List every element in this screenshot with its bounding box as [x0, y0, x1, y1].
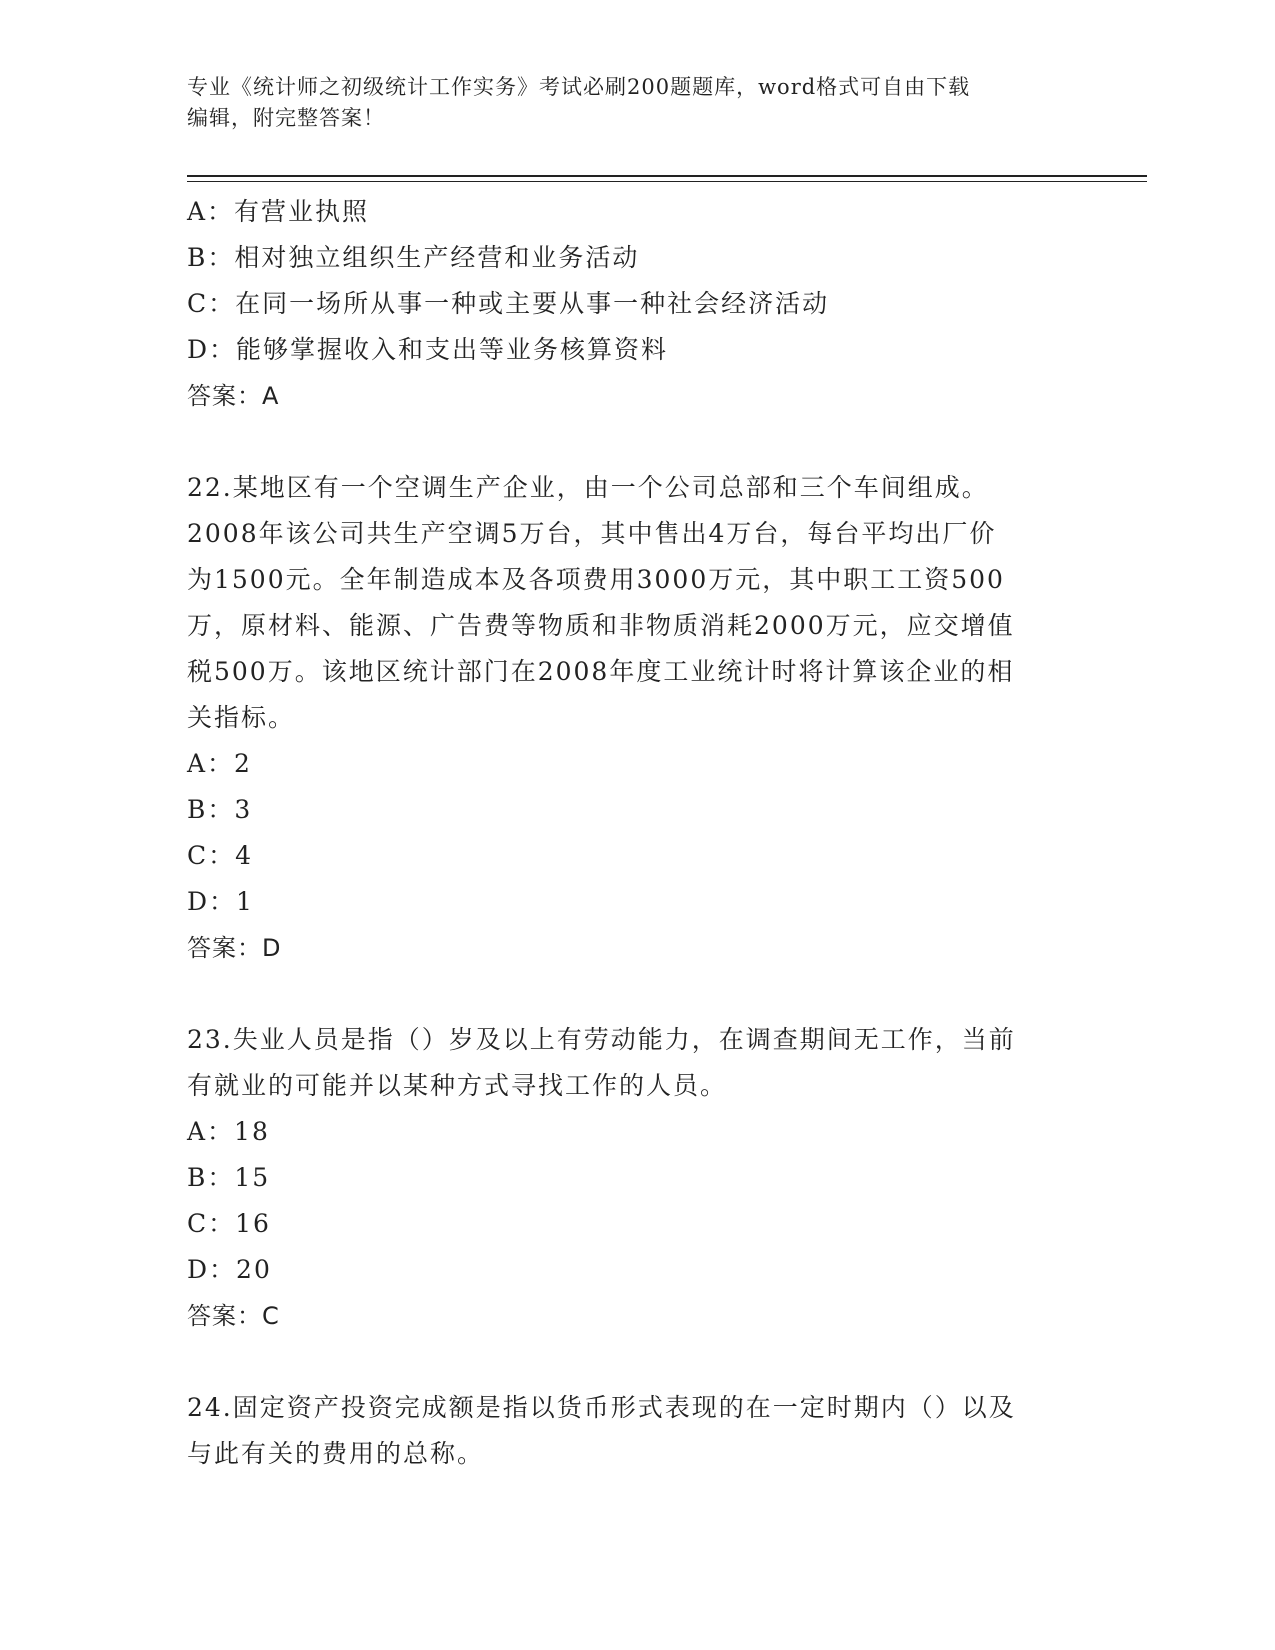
q23-option-c: C：16 — [187, 1209, 271, 1238]
question-spacer — [187, 1339, 1067, 1385]
q21-option-d: D：能够掌握收入和支出等业务核算资料 — [187, 335, 669, 364]
q22-answer: 答案：D — [187, 934, 282, 962]
q21-option-a: A：有营业执照 — [187, 197, 370, 226]
q22-text-line: 22.某地区有一个空调生产企业，由一个公司总部和三个车间组成。 — [187, 473, 989, 502]
q21-option-b: B：相对独立组织生产经营和业务活动 — [187, 243, 640, 272]
question-21 — [187, 189, 1067, 419]
question-content — [187, 189, 1067, 1477]
q24-text-line: 24.固定资产投资完成额是指以货币形式表现的在一定时期内（）以及 — [187, 1393, 1016, 1422]
q22-text-line: 为1500元。全年制造成本及各项费用3000万元，其中职工工资500 — [187, 565, 1005, 594]
q22-option-d: D：1 — [187, 887, 254, 916]
q22-text-line: 关指标。 — [187, 703, 296, 732]
question-24 — [187, 1385, 1067, 1477]
header-divider-thick — [187, 175, 1147, 177]
q21-option-c: C：在同一场所从事一种或主要从事一种社会经济活动 — [187, 289, 830, 318]
q21-answer: 答案：A — [187, 382, 280, 410]
q24-text-line: 与此有关的费用的总称。 — [187, 1439, 485, 1468]
q22-text-line: 税500万。该地区统计部门在2008年度工业统计时将计算该企业的相 — [187, 657, 1015, 686]
q23-text-line: 23.失业人员是指（）岁及以上有劳动能力，在调查期间无工作，当前 — [187, 1025, 1016, 1054]
q23-option-b: B：15 — [187, 1163, 271, 1192]
q23-text-line: 有就业的可能并以某种方式寻找工作的人员。 — [187, 1071, 728, 1100]
question-22 — [187, 465, 1067, 971]
question-spacer — [187, 971, 1067, 1017]
question-23 — [187, 1017, 1067, 1339]
q23-option-a: A：18 — [187, 1117, 270, 1146]
q22-option-b: B：3 — [187, 795, 253, 824]
header-divider-thin — [187, 181, 1147, 182]
q22-text-line: 万，原材料、能源、广告费等物质和非物质消耗2000万元，应交增值 — [187, 611, 1015, 640]
q22-option-c: C：4 — [187, 841, 254, 870]
header-line-1: 专业《统计师之初级统计工作实务》考试必刷200题题库，word格式可自由下载 — [187, 75, 971, 99]
q22-option-a: A：2 — [187, 749, 252, 778]
header-line-2: 编辑，附完整答案！ — [187, 106, 385, 130]
q22-text-line: 2008年该公司共生产空调5万台，其中售出4万台，每台平均出厂价 — [187, 519, 997, 548]
q23-answer: 答案：C — [187, 1302, 280, 1330]
document-header — [187, 72, 1067, 134]
q23-option-d: D：20 — [187, 1255, 272, 1284]
question-spacer — [187, 419, 1067, 465]
